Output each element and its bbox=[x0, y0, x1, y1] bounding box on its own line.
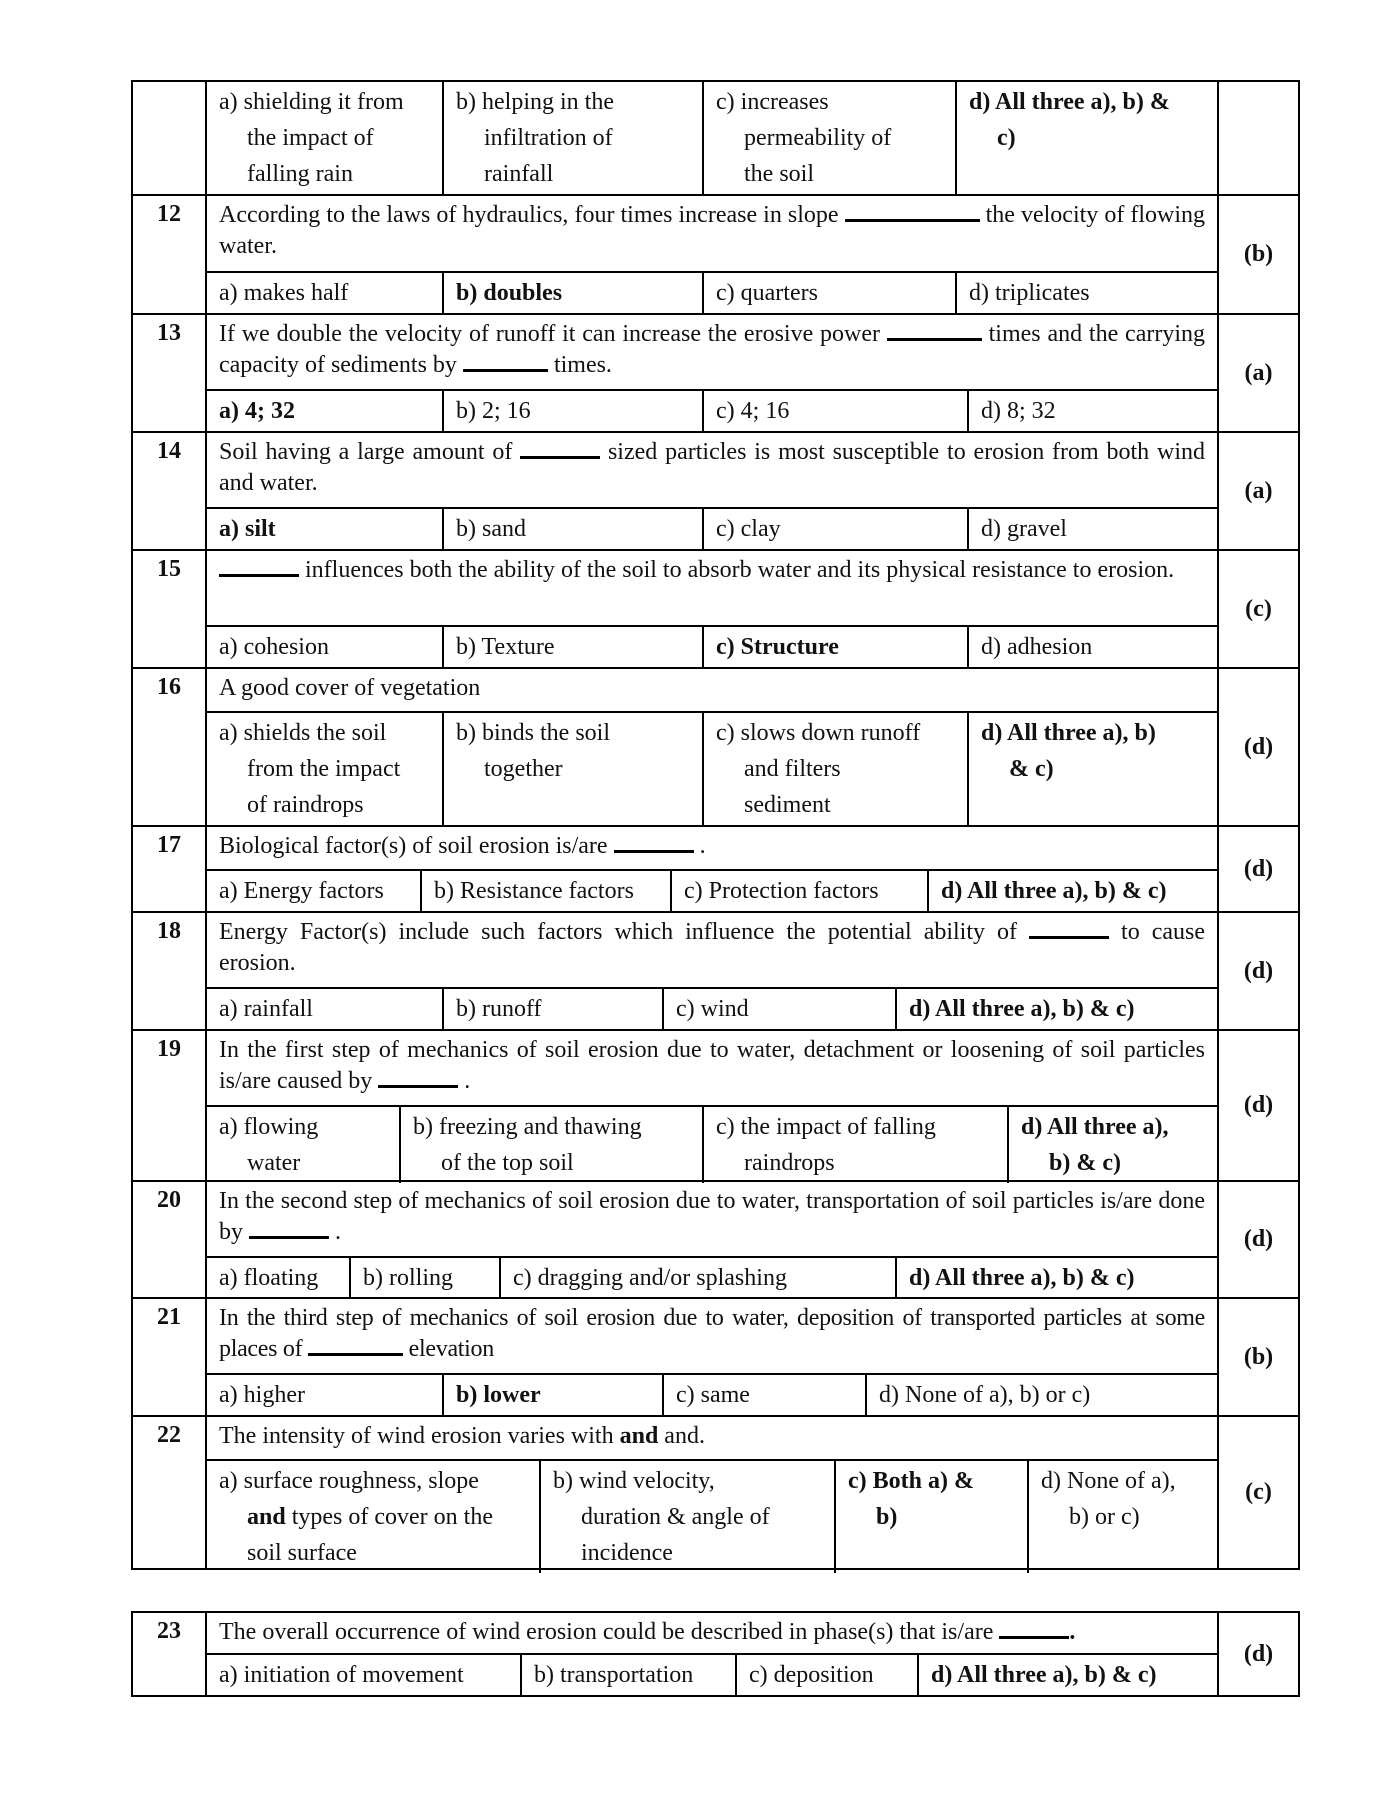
option-line: d) All three a), b) & c) bbox=[909, 996, 1135, 1022]
fill-in-blank bbox=[887, 320, 982, 341]
option-line: a) makes half bbox=[219, 280, 349, 306]
option-line: d) 8; 32 bbox=[981, 398, 1056, 424]
option-line: water bbox=[247, 1150, 301, 1176]
option-c bbox=[702, 391, 967, 431]
option-d-correct bbox=[927, 871, 1217, 911]
option-c-correct bbox=[834, 1461, 1027, 1573]
question-table-2 bbox=[131, 1611, 1300, 1697]
option-d bbox=[1027, 1461, 1217, 1573]
option-c-correct bbox=[702, 627, 967, 667]
option-b bbox=[442, 391, 702, 431]
option-line: d) gravel bbox=[981, 516, 1067, 542]
question-text-part: The overall occurrence of wind erosion could be described in phase(s) that is/are bbox=[219, 1619, 994, 1645]
question-number: 19 bbox=[133, 1031, 207, 1180]
options-row bbox=[207, 273, 1217, 313]
option-b bbox=[442, 509, 702, 549]
question-text bbox=[207, 913, 1217, 989]
fill-in-blank bbox=[308, 1335, 403, 1356]
option-line-rest: types of cover on the bbox=[285, 1504, 493, 1530]
question-text-part: Energy Factor(s) include such factors which influence the potential ability of bbox=[219, 919, 1018, 945]
option-line: of the top soil bbox=[441, 1150, 574, 1176]
fill-in-blank bbox=[845, 201, 980, 222]
option-line: b) transportation bbox=[534, 1662, 694, 1688]
option-line: b) & c) bbox=[1049, 1150, 1121, 1176]
option-b bbox=[539, 1461, 834, 1573]
question-row-23 bbox=[133, 1613, 1298, 1695]
answer-cell: (d) bbox=[1217, 669, 1298, 825]
option-line: together bbox=[484, 756, 563, 782]
option-line: a) initiation of movement bbox=[219, 1662, 464, 1688]
option-line: b) sand bbox=[456, 516, 526, 542]
option-line: d) None of a), b) or c) bbox=[879, 1382, 1091, 1408]
question-number: 21 bbox=[133, 1299, 207, 1415]
question-row-12 bbox=[133, 194, 1298, 313]
option-a bbox=[207, 1258, 349, 1298]
option-line: c) same bbox=[676, 1382, 750, 1408]
option-line: a) Energy factors bbox=[219, 878, 384, 904]
option-a bbox=[207, 1107, 399, 1183]
question-text-part: A good cover of vegetation bbox=[219, 675, 481, 701]
option-line: c) Structure bbox=[716, 634, 839, 660]
option-line: falling rain bbox=[247, 161, 353, 187]
question-text bbox=[207, 315, 1217, 391]
option-line: c) quarters bbox=[716, 280, 818, 306]
option-line: b) lower bbox=[456, 1382, 541, 1408]
option-line: b) Texture bbox=[456, 634, 555, 660]
question-row-15 bbox=[133, 549, 1298, 667]
option-a bbox=[207, 989, 442, 1029]
options-row bbox=[207, 1461, 1217, 1573]
fill-in-blank bbox=[999, 1618, 1069, 1639]
options-row bbox=[207, 871, 1217, 911]
question-text-part: In the first step of mechanics of soil erosion due to water, detachment or loosening of soil particles is/are caused by bbox=[219, 1037, 1205, 1094]
option-c bbox=[702, 1107, 1007, 1183]
option-line: d) All three a), bbox=[1021, 1114, 1169, 1140]
option-line: b) binds the soil bbox=[456, 720, 610, 746]
option-b bbox=[520, 1655, 735, 1695]
question-text bbox=[207, 669, 1217, 713]
options-row bbox=[207, 391, 1217, 431]
answer-cell: (d) bbox=[1217, 1182, 1298, 1297]
question-text bbox=[207, 196, 1217, 273]
question-text bbox=[207, 1182, 1217, 1258]
question-text bbox=[207, 551, 1217, 627]
option-a bbox=[207, 627, 442, 667]
question-text bbox=[207, 433, 1217, 509]
question-text-part: the velocity of flowing water. bbox=[219, 202, 1206, 259]
option-line: c) wind bbox=[676, 996, 749, 1022]
option-line: b) bbox=[876, 1504, 898, 1530]
option-d-correct bbox=[1007, 1107, 1217, 1183]
fill-in-blank bbox=[249, 1218, 329, 1239]
option-line: b) rolling bbox=[363, 1265, 453, 1291]
question-number: 13 bbox=[133, 315, 207, 431]
options-row bbox=[207, 989, 1217, 1029]
option-line: a) flowing bbox=[219, 1114, 319, 1140]
question-text bbox=[207, 1613, 1217, 1655]
question-text bbox=[207, 1417, 1217, 1461]
question-row-21 bbox=[133, 1297, 1298, 1415]
question-text-part: . bbox=[699, 833, 706, 859]
option-line: c) clay bbox=[716, 516, 781, 542]
option-c bbox=[662, 1375, 865, 1415]
question-text-part: In the second step of mechanics of soil erosion due to water, transportation of soil particles is/are done by bbox=[219, 1188, 1205, 1245]
option-line: & c) bbox=[1009, 756, 1054, 782]
question-row-19 bbox=[133, 1029, 1298, 1180]
question-text-part: and. bbox=[664, 1423, 705, 1449]
option-line: a) floating bbox=[219, 1265, 319, 1291]
answer-cell: (b) bbox=[1217, 196, 1298, 313]
option-line: sediment bbox=[744, 792, 831, 818]
question-text-part: The intensity of wind erosion varies with bbox=[219, 1423, 614, 1449]
answer-cell: (a) bbox=[1217, 315, 1298, 431]
answer-cell: (d) bbox=[1217, 1613, 1298, 1695]
bold-word: and bbox=[247, 1504, 286, 1530]
option-d bbox=[967, 627, 1217, 667]
option-line: the impact of bbox=[247, 125, 374, 151]
option-line: d) All three a), b) & c) bbox=[941, 878, 1167, 904]
question-number: 18 bbox=[133, 913, 207, 1029]
options-row bbox=[207, 1375, 1217, 1415]
question-row-18 bbox=[133, 911, 1298, 1029]
question-text-part: Soil having a large amount of bbox=[219, 439, 513, 465]
option-line: a) silt bbox=[219, 516, 276, 542]
options-row bbox=[207, 713, 1217, 825]
option-line: a) shielding it from bbox=[219, 89, 404, 115]
question-number: 17 bbox=[133, 827, 207, 911]
question-content bbox=[207, 1031, 1217, 1180]
option-a bbox=[207, 273, 442, 313]
option-line: a) higher bbox=[219, 1382, 305, 1408]
option-d-correct bbox=[895, 1258, 1217, 1298]
options-row bbox=[207, 1655, 1217, 1695]
option-line: c) dragging and/or splashing bbox=[513, 1265, 787, 1291]
fill-in-blank bbox=[1029, 918, 1109, 939]
question-text-part: sized particles is most susceptible to erosion from both wind and water. bbox=[219, 439, 1205, 496]
option-a-correct bbox=[207, 391, 442, 431]
option-a bbox=[207, 1655, 520, 1695]
question-number: 20 bbox=[133, 1182, 207, 1297]
question-content bbox=[207, 669, 1217, 825]
option-a bbox=[207, 1375, 442, 1415]
answer-cell: (d) bbox=[1217, 1031, 1298, 1180]
question-text-part: If we double the velocity of runoff it can increase the erosive power bbox=[219, 321, 881, 347]
question-content bbox=[207, 827, 1217, 911]
option-line: d) adhesion bbox=[981, 634, 1093, 660]
question-number: 16 bbox=[133, 669, 207, 825]
option-line: b) freezing and thawing bbox=[413, 1114, 642, 1140]
option-line: d) All three a), b) bbox=[981, 720, 1156, 746]
question-content bbox=[207, 1182, 1217, 1297]
option-d-correct bbox=[895, 989, 1217, 1029]
option-b bbox=[442, 713, 702, 825]
option-line: raindrops bbox=[744, 1150, 835, 1176]
option-line: b) runoff bbox=[456, 996, 542, 1022]
option-b bbox=[420, 871, 670, 911]
question-text-part: times and the carrying capacity of sediments by bbox=[219, 321, 1205, 378]
option-line: c) increases bbox=[716, 89, 829, 115]
option-line: c) bbox=[997, 125, 1016, 151]
question-content bbox=[207, 551, 1217, 667]
option-line: c) 4; 16 bbox=[716, 398, 790, 424]
question-content bbox=[207, 1299, 1217, 1415]
option-a bbox=[207, 713, 442, 825]
question-text-part: . bbox=[335, 1219, 341, 1245]
option-c bbox=[670, 871, 927, 911]
question-text-part: . bbox=[464, 1068, 471, 1094]
option-b-correct bbox=[442, 1375, 662, 1415]
option-line: c) the impact of falling bbox=[716, 1114, 936, 1140]
option-line: b) doubles bbox=[456, 280, 563, 306]
question-content bbox=[207, 196, 1217, 313]
option-c bbox=[702, 713, 967, 825]
question-number: 15 bbox=[133, 551, 207, 667]
option-line: d) triplicates bbox=[969, 280, 1090, 306]
question-row-17 bbox=[133, 825, 1298, 911]
option-a bbox=[207, 82, 442, 194]
option-d bbox=[967, 391, 1217, 431]
option-b bbox=[442, 627, 702, 667]
option-line: of raindrops bbox=[247, 792, 364, 818]
option-b bbox=[349, 1258, 499, 1298]
fill-in-blank bbox=[219, 556, 299, 577]
question-number: 22 bbox=[133, 1417, 207, 1568]
question-text bbox=[207, 1031, 1217, 1107]
question-text bbox=[207, 827, 1217, 871]
question-text-part: influences both the ability of the soil to absorb water and its physical resistance to erosion. bbox=[305, 557, 1175, 583]
question-row-16 bbox=[133, 667, 1298, 825]
option-line: a) cohesion bbox=[219, 634, 329, 660]
option-line: c) slows down runoff bbox=[716, 720, 921, 746]
option-line: rainfall bbox=[484, 161, 554, 187]
option-c bbox=[499, 1258, 895, 1298]
option-line: d) All three a), b) & bbox=[969, 89, 1170, 115]
answer-cell: (b) bbox=[1217, 1299, 1298, 1415]
option-c bbox=[702, 82, 955, 194]
option-c bbox=[702, 509, 967, 549]
option-c bbox=[662, 989, 895, 1029]
question-text-part: elevation bbox=[408, 1336, 494, 1362]
fill-in-blank bbox=[520, 438, 600, 459]
option-c bbox=[702, 273, 955, 313]
option-line: b) wind velocity, bbox=[553, 1468, 715, 1494]
option-d-correct bbox=[967, 713, 1217, 825]
options-row bbox=[207, 1107, 1217, 1183]
option-line: c) Both a) & bbox=[848, 1468, 974, 1494]
question-content bbox=[207, 315, 1217, 431]
question-text-part: In the third step of mechanics of soil erosion due to water, deposition of transported particles at some places of bbox=[219, 1305, 1205, 1362]
option-line: duration & angle of bbox=[581, 1504, 770, 1530]
option-b bbox=[442, 989, 662, 1029]
option-a-correct bbox=[207, 509, 442, 549]
option-line: infiltration of bbox=[484, 125, 613, 151]
option-b bbox=[399, 1107, 702, 1183]
option-line: c) Protection factors bbox=[684, 878, 879, 904]
question-content bbox=[207, 1613, 1217, 1695]
question-row-14 bbox=[133, 431, 1298, 549]
option-line: b) 2; 16 bbox=[456, 398, 531, 424]
option-line: c) deposition bbox=[749, 1662, 874, 1688]
question-text-part: times. bbox=[553, 352, 612, 378]
option-line: a) shields the soil bbox=[219, 720, 387, 746]
option-d bbox=[955, 273, 1217, 313]
question-number bbox=[133, 82, 207, 194]
fill-in-blank bbox=[614, 832, 694, 853]
question-text-part: to cause erosion. bbox=[219, 919, 1206, 976]
question-content bbox=[207, 1417, 1217, 1568]
question-row-22 bbox=[133, 1415, 1298, 1568]
option-c bbox=[735, 1655, 917, 1695]
option-line: b) helping in the bbox=[456, 89, 614, 115]
answer-cell: (c) bbox=[1217, 1417, 1298, 1568]
question-number: 12 bbox=[133, 196, 207, 313]
question-text bbox=[207, 1299, 1217, 1375]
question-number: 14 bbox=[133, 433, 207, 549]
option-line: and filters bbox=[744, 756, 841, 782]
fill-in-blank bbox=[378, 1067, 458, 1088]
option-line: d) None of a), bbox=[1041, 1468, 1176, 1494]
question-content bbox=[207, 913, 1217, 1029]
option-line: d) All three a), b) & c) bbox=[909, 1265, 1135, 1291]
option-line bbox=[219, 1499, 527, 1535]
options-row bbox=[207, 82, 1217, 194]
question-table-1 bbox=[131, 80, 1300, 1570]
question-text-part: According to the laws of hydraulics, four times increase in slope bbox=[219, 202, 839, 228]
option-line: b) Resistance factors bbox=[434, 878, 634, 904]
answer-cell bbox=[1217, 82, 1298, 194]
option-d bbox=[967, 509, 1217, 549]
question-text-part: . bbox=[1069, 1619, 1076, 1645]
question-row-13 bbox=[133, 313, 1298, 431]
option-d-correct bbox=[917, 1655, 1217, 1695]
option-line: d) All three a), b) & c) bbox=[931, 1662, 1157, 1688]
option-line: a) surface roughness, slope bbox=[219, 1468, 479, 1494]
options-row bbox=[207, 509, 1217, 549]
question-number: 23 bbox=[133, 1613, 207, 1695]
option-b bbox=[442, 82, 702, 194]
option-line: a) rainfall bbox=[219, 996, 313, 1022]
answer-cell: (a) bbox=[1217, 433, 1298, 549]
option-b-correct bbox=[442, 273, 702, 313]
option-a bbox=[207, 871, 420, 911]
question-content bbox=[207, 433, 1217, 549]
options-row bbox=[207, 1258, 1217, 1298]
option-line: from the impact bbox=[247, 756, 401, 782]
option-line: soil surface bbox=[247, 1540, 357, 1566]
option-a bbox=[207, 1461, 539, 1573]
options-row bbox=[207, 627, 1217, 667]
option-line: b) or c) bbox=[1069, 1504, 1140, 1530]
question-row-20 bbox=[133, 1180, 1298, 1297]
option-d bbox=[865, 1375, 1217, 1415]
answer-cell: (c) bbox=[1217, 551, 1298, 667]
question-row-11-continued bbox=[133, 82, 1298, 194]
option-line: a) 4; 32 bbox=[219, 398, 295, 424]
fill-in-blank bbox=[463, 351, 548, 372]
answer-cell: (d) bbox=[1217, 827, 1298, 911]
question-text-part: Biological factor(s) of soil erosion is/are bbox=[219, 833, 608, 859]
option-line: incidence bbox=[581, 1540, 673, 1566]
option-line: permeability of bbox=[744, 125, 892, 151]
option-d-correct bbox=[955, 82, 1217, 194]
question-text-bold-part: and bbox=[619, 1423, 659, 1449]
answer-cell: (d) bbox=[1217, 913, 1298, 1029]
question-content bbox=[207, 82, 1217, 194]
option-line: the soil bbox=[744, 161, 814, 187]
